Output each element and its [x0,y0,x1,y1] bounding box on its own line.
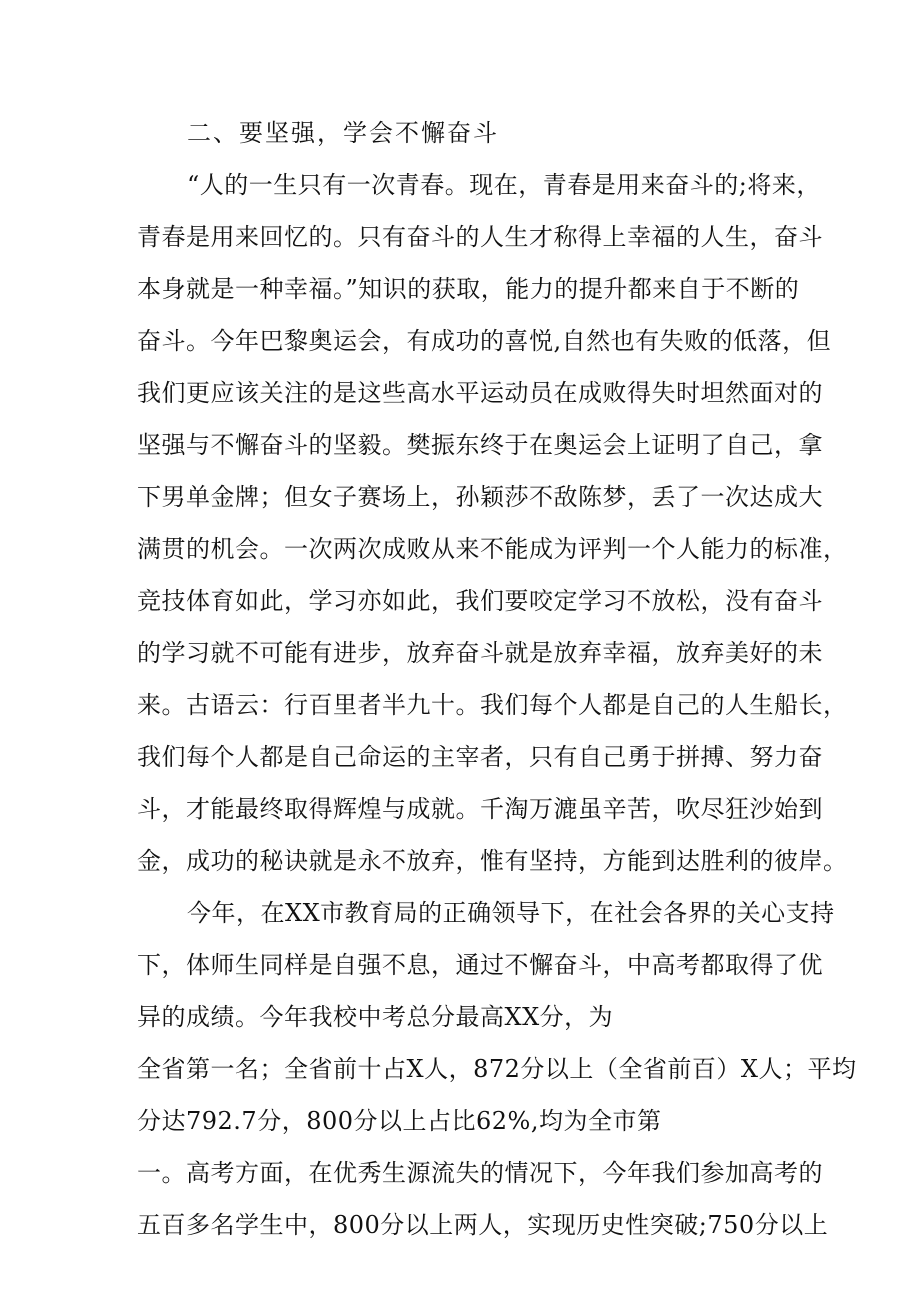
text-line: 分达792.7分，800分以上占比62%,均为全市第 [137,1107,662,1135]
text-line: “人的一生只有一次青春。现在，青春是用来奋斗的;将来， [187,171,821,199]
text-line: 今年，在XX市教育局的正确领导下，在社会各界的关心支持 [187,899,835,927]
text-line: 坚强与不懈奋斗的坚毅。樊振东终于在奥运会上证明了自己，拿 [137,431,823,459]
text-line: 下男单金牌；但女子赛场上，孙颖莎不敌陈梦，丢了一次达成大 [137,483,823,511]
text-line: 我们更应该关注的是这些高水平运动员在成败得失时坦然面对的 [137,379,823,407]
text-line: 金，成功的秘诀就是永不放弃，惟有坚持，方能到达胜利的彼岸。 [137,847,848,875]
text-line: 本身就是一种幸福。”知识的获取，能力的提升都来自于不断的 [137,275,800,303]
text-line: 的学习就不可能有进步，放弃奋斗就是放弃幸福，放弃美好的未 [137,639,823,667]
text-line: 来。古语云：行百里者半九十。我们每个人都是自己的人生船长， [137,691,848,719]
text-line: 我们每个人都是自己命运的主宰者，只有自己勇于拼搏、努力奋 [137,743,823,771]
text-line: 青春是用来回忆的。只有奋斗的人生才称得上幸福的人生，奋斗 [137,223,823,251]
text-line: 全省第一名；全省前十占X人，872分以上（全省前百）X人；平均 [137,1055,857,1083]
text-line: 一。高考方面，在优秀生源流失的情况下，今年我们参加高考的 [137,1159,823,1187]
text-line: 满贯的机会。一次两次成败从来不能成为评判一个人能力的标准， [137,535,848,563]
text-line: 斗，才能最终取得辉煌与成就。千淘万漉虽辛苦，吹尽狂沙始到 [137,795,823,823]
section-heading: 二、要坚强，学会不懈奋斗 [187,119,499,147]
text-line: 异的成绩。今年我校中考总分最高XX分，为 [137,1003,614,1031]
text-line: 奋斗。今年巴黎奥运会，有成功的喜悦,自然也有失败的低落，但 [137,327,832,355]
text-line: 五百多名学生中，800分以上两人，实现历史性突破;750分以上 [137,1211,829,1239]
text-line: 下，体师生同样是自强不息，通过不懈奋斗，中高考都取得了优 [137,951,823,979]
text-line: 竞技体育如此，学习亦如此，我们要咬定学习不放松，没有奋斗 [137,587,823,615]
